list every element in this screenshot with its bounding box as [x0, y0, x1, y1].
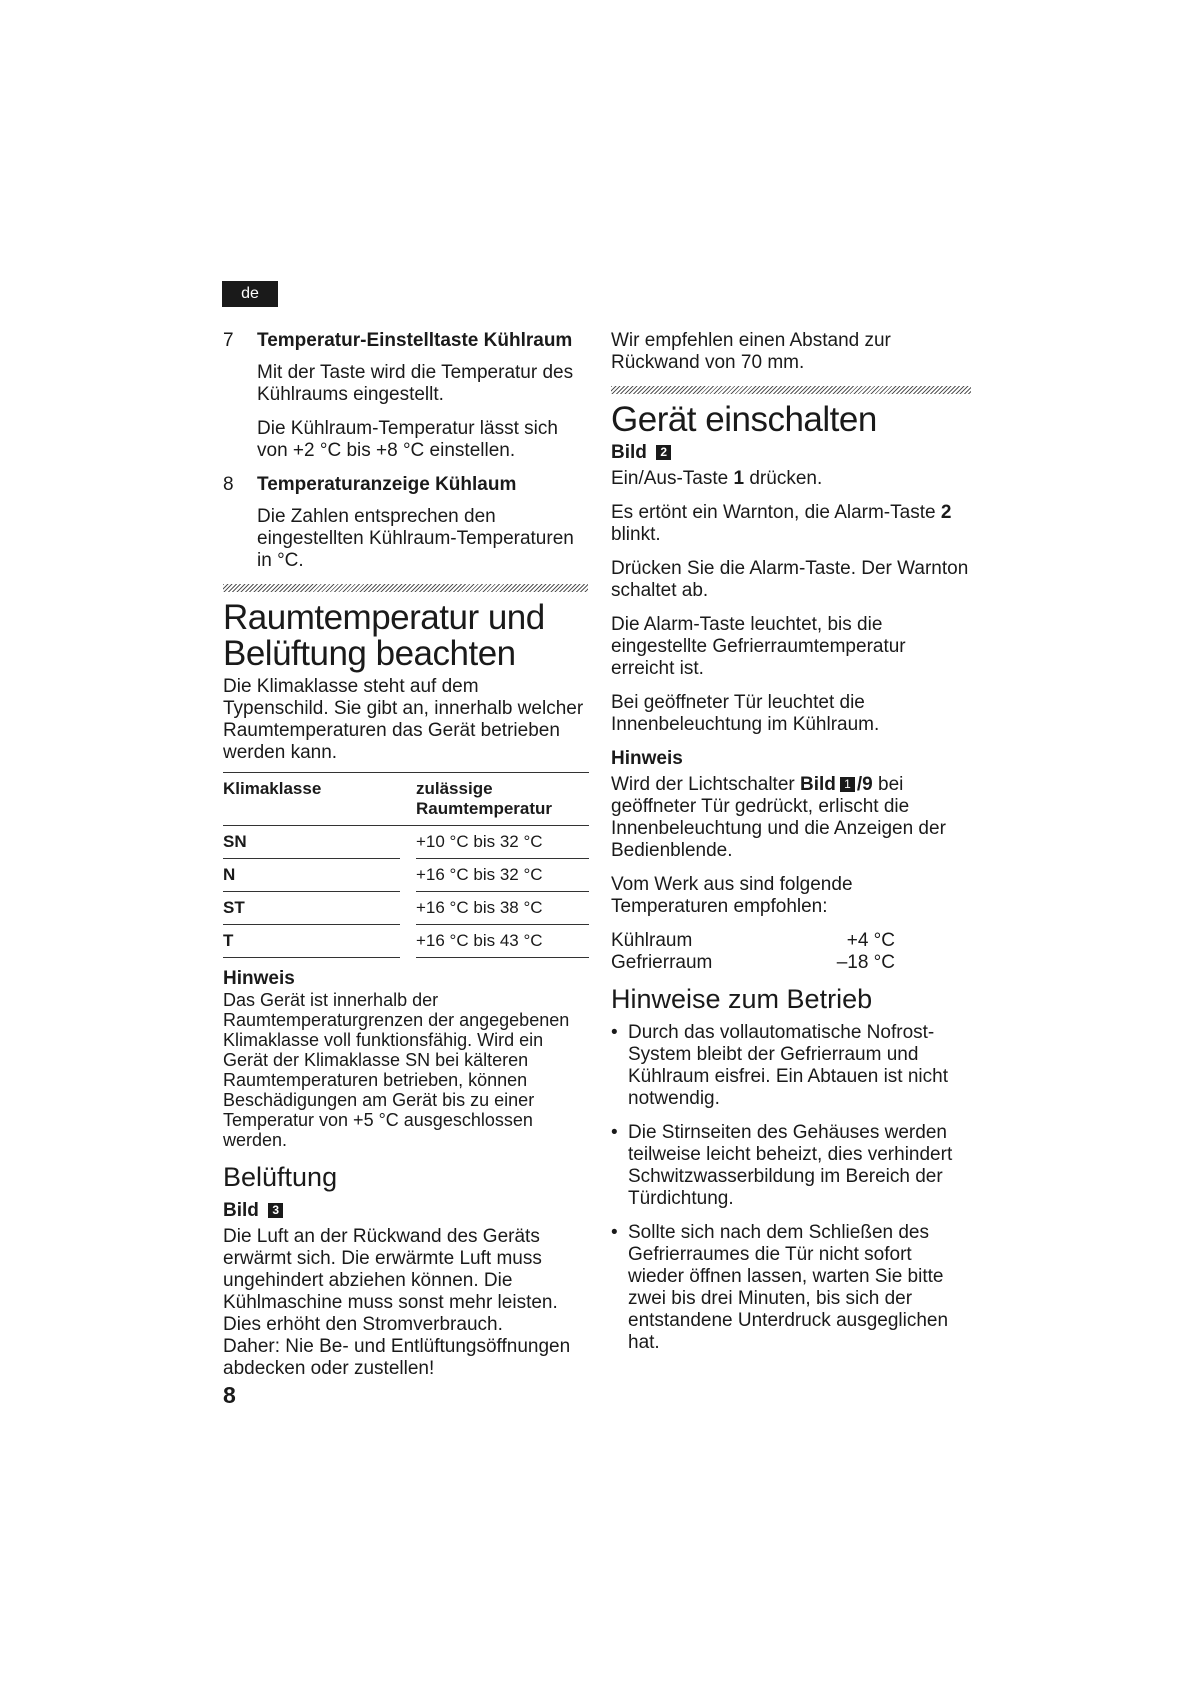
table-row [223, 925, 589, 958]
list-item: • Die Stirnseiten des Gehäuses werden teilweise leicht beheizt, dies verhindert Schwitzwasserbildung im Bereich der Türdichtung. [611, 1122, 971, 1210]
temperature-row [611, 952, 895, 974]
table-row [223, 859, 589, 892]
figure-number-badge: 3 [268, 1203, 283, 1218]
table-header-cell: Klimaklasse [223, 773, 400, 826]
body-text: Die Luft an der Rückwand des Geräts erwärmt sich. Die erwärmte Luft muss ungehindert abziehen können. Die Kühlmaschine muss sonst mehr leisten. Dies erhöht den Stromverbrauch. [223, 1226, 558, 1335]
item-text: Die Kühlraum-Temperatur lässt sich von +2 °C bis +8 °C einstellen. [257, 418, 558, 461]
item-text: Mit der Taste wird die Temperatur des Kühlraums eingestellt. [257, 362, 574, 405]
hinweis-text: Das Gerät ist innerhalb der Raumtemperaturgrenzen der angegebenen Klimaklasse voll funktionsfähig. Wird ein Gerät der Klimaklasse SN bei kälteren Raumtemperaturen betrieben, können Beschädigungen am Gerät bis zu einer Temperatur von +5 °C ausgeschlossen werden. [223, 990, 570, 1150]
climate-class-table [223, 772, 589, 958]
body-text: Bei geöffneter Tür leuchtet die Innenbeleuchtung im Kühlraum. [611, 692, 880, 735]
body-text: Ein/Aus-Taste 1 drücken. [611, 468, 823, 489]
body-text: Drücken Sie die Alarm-Taste. Der Warnton schaltet ab. [611, 558, 969, 601]
body-text: Wir empfehlen einen Abstand zur Rückwand von 70 mm. [611, 330, 891, 373]
item-number: 8 [223, 474, 234, 495]
intro-text: Die Klimaklasse steht auf dem Typenschild. Sie gibt an, innerhalb welcher Raumtemperaturen das Gerät betrieben werden kann. [223, 676, 584, 763]
language-tag: de [222, 281, 278, 307]
figure-number-badge: 2 [656, 445, 671, 460]
item-title: Temperaturanzeige Kühlaum [257, 474, 517, 495]
table-cell: +16 °C bis 43 °C [416, 925, 589, 958]
table-cell: N [223, 859, 400, 892]
table-row [223, 892, 589, 925]
body-text: Vom Werk aus sind folgende Temperaturen empfohlen: [611, 874, 853, 917]
bullet-list [611, 1022, 971, 1354]
item-number: 7 [223, 330, 234, 351]
left-column [223, 330, 588, 1392]
section-heading: Gerät einschalten [611, 400, 877, 439]
temperature-label: Gefrierraum [611, 952, 713, 973]
table-cell: +16 °C bis 38 °C [416, 892, 589, 925]
item-title: Temperatur-Einstelltaste Kühlraum [257, 330, 573, 351]
item-8 [223, 474, 588, 572]
item-7 [223, 330, 588, 462]
table-cell: ST [223, 892, 400, 925]
hinweis-title: Hinweis [223, 968, 295, 989]
table-cell: T [223, 925, 400, 958]
right-column [611, 330, 971, 1366]
page-number: 8 [223, 1382, 236, 1408]
figure-number-badge: 1 [840, 777, 855, 792]
subsection-heading: Belüftung [223, 1162, 338, 1192]
body-text: Die Alarm-Taste leuchtet, bis die eingestellte Gefrierraumtemperatur erreicht ist. [611, 614, 906, 679]
temperature-value: +4 °C [846, 930, 895, 951]
table-header-cell: zulässige Raumtemperatur [416, 773, 589, 826]
list-item: • Sollte sich nach dem Schließen des Gefrierraumes die Tür nicht sofort wieder öffnen lassen, warten Sie bitte zwei bis drei Minuten, bis sich der entstandene Unterdruck ausgeglichen hat. [611, 1222, 971, 1354]
temperature-value: –18 °C [836, 952, 895, 973]
list-item: • Durch das vollautomatische Nofrost-System bleibt der Gefrierraum und Kühlraum eisfrei. Ein Abtauen ist nicht notwendig. [611, 1022, 971, 1110]
body-text: Es ertönt ein Warnton, die Alarm-Taste 2 blinkt. [611, 502, 952, 545]
figure-reference: Bild 3 [223, 1200, 588, 1222]
table-row [223, 826, 589, 859]
body-text: Daher: Nie Be- und Entlüftungsöffnungen abdecken oder zustellen! [223, 1336, 571, 1379]
table-cell: +10 °C bis 32 °C [416, 826, 589, 859]
hinweis-text: Wird der Lichtschalter Bild 1 /9 bei geöffneter Tür gedrückt, erlischt die Innenbeleuchtung und die Anzeigen der Bedienblende. [611, 774, 946, 861]
section-divider [611, 386, 971, 394]
subsection-heading: Hinweise zum Betrieb [611, 984, 873, 1014]
table-cell: SN [223, 826, 400, 859]
table-cell: +16 °C bis 32 °C [416, 859, 589, 892]
temperature-row [611, 930, 895, 952]
table-header-row [223, 773, 589, 826]
temperature-label: Kühlraum [611, 930, 693, 951]
section-divider [223, 584, 588, 592]
item-text: Die Zahlen entsprechen den eingestellten Kühlraum-Temperaturen in °C. [257, 506, 574, 571]
section-heading: Raumtemperatur und Belüftung beachten [223, 598, 545, 673]
figure-reference: Bild 2 [611, 442, 971, 464]
hinweis-title: Hinweis [611, 748, 683, 769]
